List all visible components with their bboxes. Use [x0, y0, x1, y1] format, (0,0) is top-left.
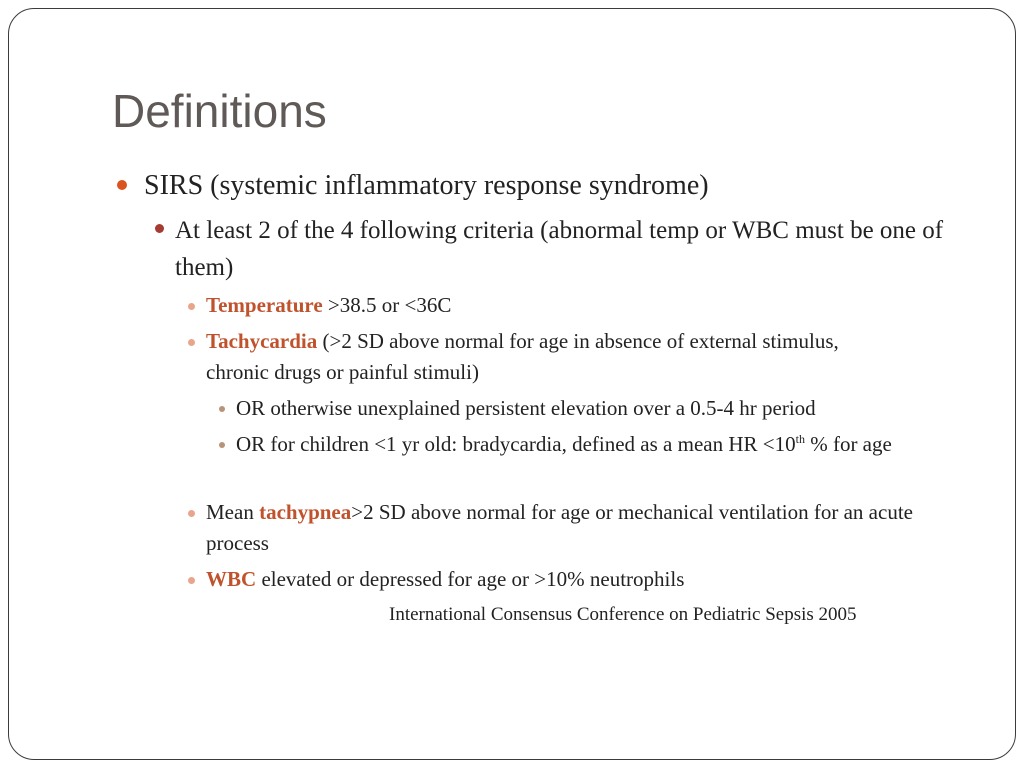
tachycardia-sub-2-text: OR for children <1 yr old: bradycardia, defined as a mean HR <10	[236, 432, 796, 456]
tachycardia-sub-1: OR otherwise unexplained persistent elevation over a 0.5-4 hr period	[236, 396, 816, 420]
tachypnea-text: >2 SD above normal for age or mechanical ventilation for an acute process	[206, 500, 913, 555]
criterion-tachycardia	[206, 326, 906, 388]
bullet-dot-icon	[188, 339, 195, 346]
tachycardia-sub-2	[236, 429, 966, 460]
citation: International Consensus Conference on Pediatric Sepsis 2005	[389, 604, 857, 625]
temperature-text: >38.5 or <36C	[322, 293, 452, 317]
bullet-dot-icon	[117, 180, 127, 190]
criterion-tachypnea	[206, 497, 961, 559]
tachypnea-label: tachypnea	[259, 500, 352, 524]
tachycardia-text: (>2 SD above normal for age in absence of external stimulus, chronic drugs or painful stimuli)	[206, 329, 839, 384]
wbc-text: elevated or depressed for age or >10% neutrophils	[256, 567, 685, 591]
tachypnea-prefix: Mean	[206, 500, 260, 524]
criterion-wbc	[206, 564, 966, 595]
temperature-label: Temperature	[206, 293, 323, 317]
bullet-dot-icon	[188, 303, 195, 310]
tachycardia-label: Tachycardia	[206, 329, 318, 353]
criterion-temperature	[206, 290, 966, 321]
bullet-dot-icon	[155, 224, 164, 233]
bullet-dot-icon	[188, 510, 195, 517]
wbc-label: WBC	[206, 567, 257, 591]
slide-title: Definitions	[112, 85, 327, 137]
criteria-intro: At least 2 of the 4 following criteria (abnormal temp or WBC must be one of them)	[175, 217, 944, 281]
tachycardia-sub-2-after: % for age	[804, 432, 892, 456]
bullet-dot-icon	[188, 577, 195, 584]
bullet-dot-icon	[219, 442, 225, 448]
superscript-th: th	[795, 432, 805, 446]
bullet-dot-icon	[219, 406, 225, 412]
sirs-heading: SIRS (systemic inflammatory response syndrome)	[144, 170, 709, 201]
